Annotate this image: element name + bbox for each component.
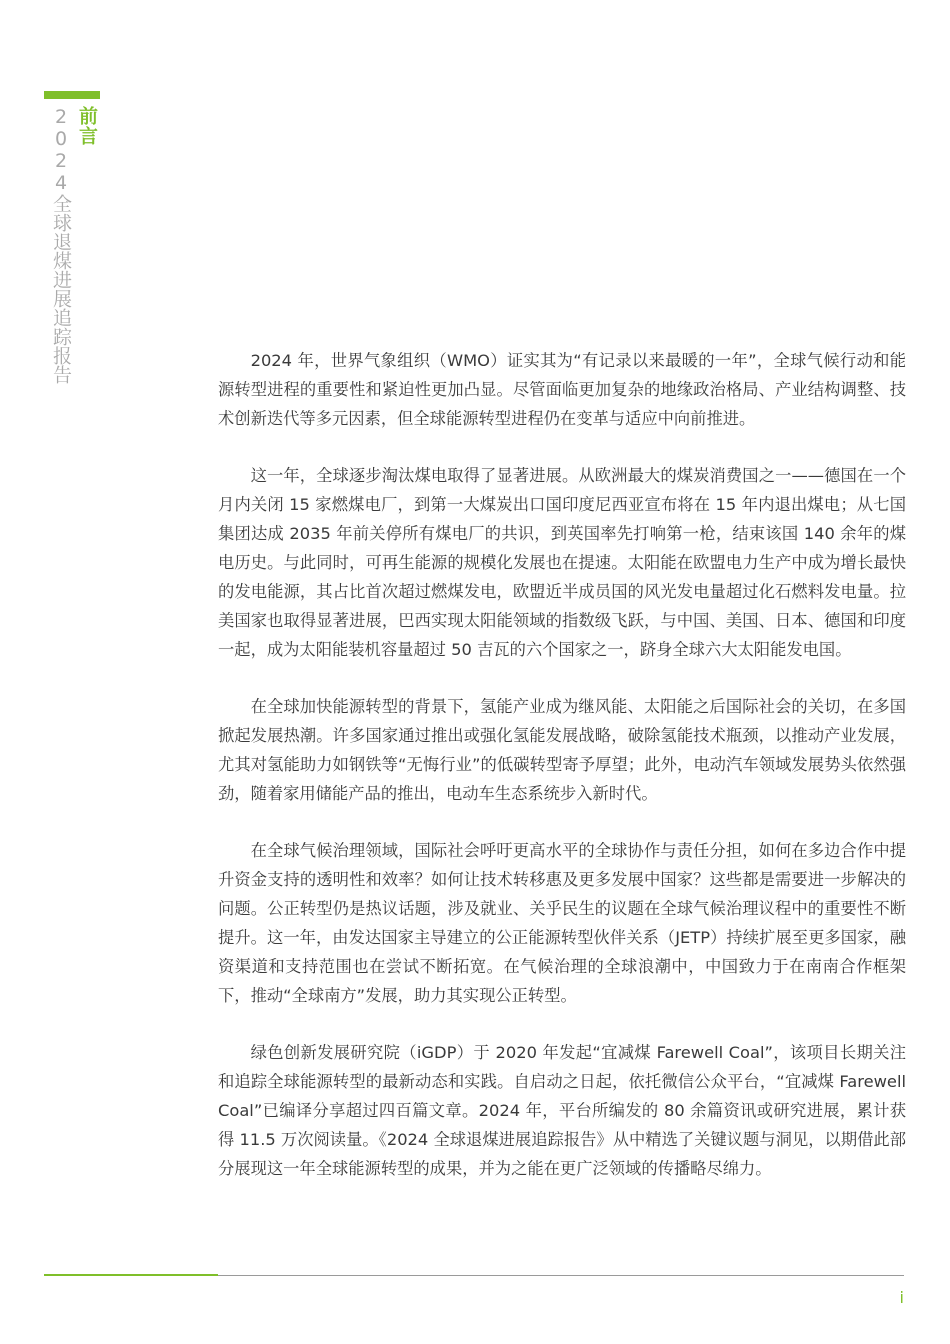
paragraph-5: 绿色创新发展研究院（iGDP）于 2020 年发起“宜减煤 Farewell Coal”，该项目长期关注和追踪全球能源转型的最新动态和实践。自启动之日起，依托微信公众平台，“宜减煤 Farewell Coal”已编译分享超过四百篇文章。2024 年，平台所编发的 80 余篇资讯或研究进展，累计获得 11.5 万次阅读量。《2024 全球退煤进展追踪报告》从中精选了关键议题与洞见，以期借此部分展现这一年全球能源转型的成果，并为之能在更广泛领域的传播略尽绵力。 [218, 1043, 906, 1178]
section-label: 前言 [76, 106, 98, 146]
paragraph-2: 这一年，全球逐步淘汰煤电取得了显著进展。从欧洲最大的煤炭消费国之一——德国在一个月内关闭 15 家燃煤电厂，到第一大煤炭出口国印度尼西亚宣布将在 15 年内退出煤电；从七国集团达成 2035 年前关停所有煤电厂的共识，到英国率先打响第一枪，结束该国 140 余年的煤电历史。与此同时，可再生能源的规模化发展也在提速。太阳能在欧盟电力生产中成为增长最快的发电能源，其占比首次超过燃煤发电，欧盟近半成员国的风光发电量超过化石燃料发电量。拉美国家也取得显著进展，巴西实现太阳能领域的指数级飞跃，与中国、美国、日本、德国和印度一起，成为太阳能装机容量超过 50 吉瓦的六个国家之一，跻身全球六大太阳能发电国。 [218, 466, 906, 659]
page-number: i [899, 1288, 904, 1307]
paragraph-1: 2024 年，世界气象组织（WMO）证实其为“有记录以来最暖的一年”，全球气候行动和能源转型进程的重要性和紧迫性更加凸显。尽管面临更加复杂的地缘政治格局、产业结构调整、技术创新迭代等多元因素，但全球能源转型进程仍在变革与适应中向前推进。 [218, 351, 906, 428]
footer-accent-line [44, 1274, 218, 1276]
accent-bar [44, 91, 100, 99]
report-title: 2024全球退煤进展追踪报告 [50, 106, 72, 384]
main-content [218, 346, 906, 1211]
paragraph-4: 在全球气候治理领域，国际社会呼吁更高水平的全球协作与责任分担，如何在多边合作中提升资金支持的透明性和效率？如何让技术转移惠及更多发展中国家？这些都是需要进一步解决的问题。公正转型仍是热议话题，涉及就业、关乎民生的议题在全球气候治理议程中的重要性不断提升。这一年，由发达国家主导建立的公正能源转型伙伴关系（JETP）持续扩展至更多国家，融资渠道和支持范围也在尝试不断拓宽。在气候治理的全球浪潮中，中国致力于在南南合作框架下，推动“全球南方”发展，助力其实现公正转型。 [218, 841, 906, 1005]
footer-divider [218, 1275, 904, 1276]
paragraph-3: 在全球加快能源转型的背景下，氢能产业成为继风能、太阳能之后国际社会的关切，在多国掀起发展热潮。许多国家通过推出或强化氢能发展战略，破除氢能技术瓶颈，以推动产业发展，尤其对氢能助力如钢铁等“无悔行业”的低碳转型寄予厚望；此外，电动汽车领域发展势头依然强劲，随着家用储能产品的推出，电动车生态系统步入新时代。 [218, 697, 906, 803]
